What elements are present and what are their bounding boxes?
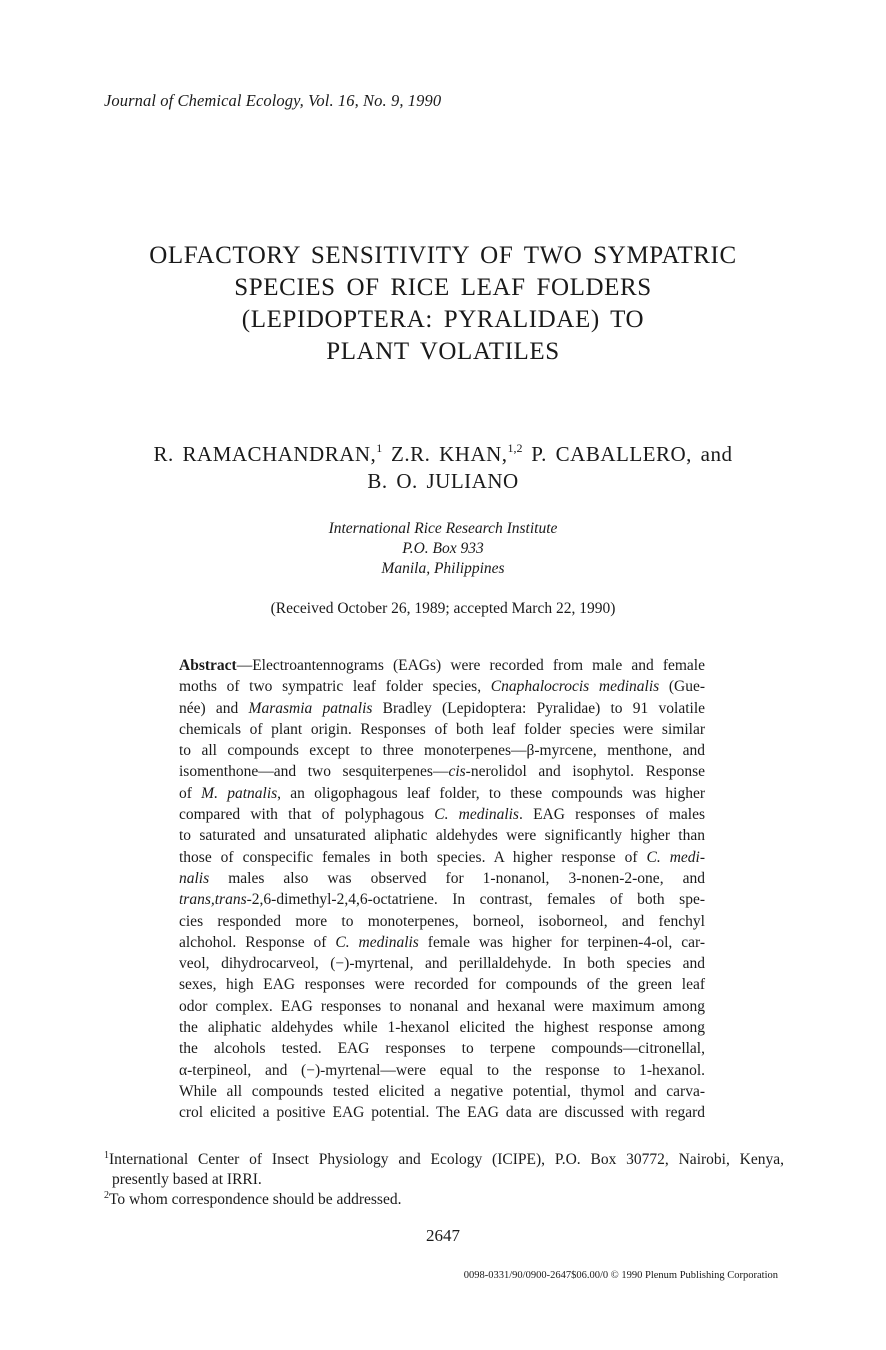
species-name: C. medi- <box>646 848 706 866</box>
author-name: P. CABALLERO, and <box>531 442 733 466</box>
species-name: Marasmia patnalis <box>248 699 373 717</box>
author-line-1 <box>0 441 886 468</box>
species-name: C. medinalis <box>335 933 419 951</box>
abstract-line: crol elicited a positive EAG potential. The EAG data are discussed with regard <box>179 1104 705 1122</box>
author-name: R. RAMACHANDRAN, <box>153 442 377 466</box>
affiliation-line: Manila, Philippines <box>381 560 505 577</box>
abstract-line: to all compounds except to three monoterpenes—β-myrcene, menthone, and <box>179 742 705 760</box>
abstract-line: to saturated and unsaturated aliphatic aldehydes were significantly higher than <box>179 827 705 845</box>
title-line: (LEPIDOPTERA: PYRALIDAE) TO <box>241 306 645 333</box>
abstract-line: Abstract—Electroantennograms (EAGs) were recorded from male and female <box>179 657 705 674</box>
species-name: M. patnalis <box>201 784 278 802</box>
abstract-line: the alcohols tested. EAG responses to terpene compounds—citronellal, <box>179 1040 705 1058</box>
footnote-mark: 2 <box>104 1190 109 1201</box>
abstract-line: those of conspecific females in both species. A higher response of C. medi- <box>179 848 706 866</box>
abstract-line: veol, dihydrocarveol, (−)-myrtenal, and perillaldehyde. In both species and <box>179 955 705 973</box>
species-name: nalis <box>179 869 210 887</box>
abstract-line: trans,trans-2,6-dimethyl-2,4,6-octatriene. In contrast, females of both spe- <box>179 891 705 909</box>
footnote-1-continued: presently based at IRRI. <box>112 1171 262 1188</box>
abstract-line: isomenthone—and two sesquiterpenes—cis-nerolidol and isophytol. Response <box>179 763 705 781</box>
abstract-line: nalis males also was observed for 1-nonanol, 3-nonen-2-one, and <box>179 869 705 887</box>
affiliation <box>0 519 886 579</box>
abstract-line: α-terpineol, and (−)-myrtenal—were equal to the response to 1-hexanol. <box>179 1061 705 1079</box>
journal-citation: Journal of Chemical Ecology, Vol. 16, No. 9, 1990 <box>104 91 442 110</box>
author-name: Z.R. KHAN, <box>391 442 508 466</box>
abstract-line: the aliphatic aldehydes while 1-hexanol elicited the highest response among <box>179 1019 705 1037</box>
author-line-2 <box>0 468 886 495</box>
species-name: Cnaphalocrocis medinalis <box>490 678 660 696</box>
title-line: SPECIES OF RICE LEAF FOLDERS <box>234 274 652 301</box>
abstract-line: of M. patnalis, an oligophagous leaf folder, to these compounds was higher <box>179 784 705 802</box>
abstract-line: odor complex. EAG responses to nonanal and hexanal were maximum among <box>179 997 705 1015</box>
abstract-line: née) and Marasmia patnalis Bradley (Lepidoptera: Pyralidae) to 91 volatile <box>179 699 706 717</box>
abstract-heading: Abstract <box>179 657 237 674</box>
author-list <box>0 441 886 495</box>
page-number: 2647 <box>426 1226 460 1245</box>
abstract-line: sexes, high EAG responses were recorded for compounds of the green leaf <box>179 976 705 994</box>
abstract <box>179 655 705 1124</box>
affiliation-line: International Rice Research Institute <box>328 520 558 537</box>
title-line: PLANT VOLATILES <box>326 338 560 365</box>
abstract-line: chemicals of plant origin. Responses of both leaf folder species were similar <box>179 720 705 738</box>
abstract-line: cies responded more to monoterpenes, borneol, isoborneol, and fenchyl <box>179 912 705 930</box>
affiliation-line: P.O. Box 933 <box>402 540 484 557</box>
affiliation-mark: 1,2 <box>507 441 523 455</box>
abstract-line: alchohol. Response of C. medinalis female was higher for terpinen-4-ol, car- <box>179 933 705 951</box>
affiliation-mark: 1 <box>376 441 383 455</box>
title-line: OLFACTORY SENSITIVITY OF TWO SYMPATRIC <box>149 242 737 269</box>
abstract-line: moths of two sympatric leaf folder species, Cnaphalocrocis medinalis (Gue- <box>179 678 705 696</box>
author-name: B. O. JULIANO <box>367 469 519 493</box>
copyright-line: 0098-0331/90/0900-2647$06.00/0 © 1990 Plenum Publishing Corporation <box>463 1270 778 1281</box>
received-dates: (Received October 26, 1989; accepted March 22, 1990) <box>270 600 616 617</box>
abstract-line: While all compounds tested elicited a negative potential, thymol and carva- <box>179 1082 705 1100</box>
abstract-line: compared with that of polyphagous C. medinalis. EAG responses of males <box>179 806 705 824</box>
article-title <box>0 240 886 368</box>
species-name: C. medinalis <box>434 806 519 824</box>
footnote-2: $^2$To whom correspondence should be addressed. <box>104 1190 402 1208</box>
footnote-mark: 1 <box>104 1150 109 1161</box>
footnote-1: $^1$International Center of Insect Physiology and Ecology (ICIPE), P.O. Box 30772, Nairobi, Kenya, <box>104 1150 784 1168</box>
footnotes <box>104 1150 784 1210</box>
